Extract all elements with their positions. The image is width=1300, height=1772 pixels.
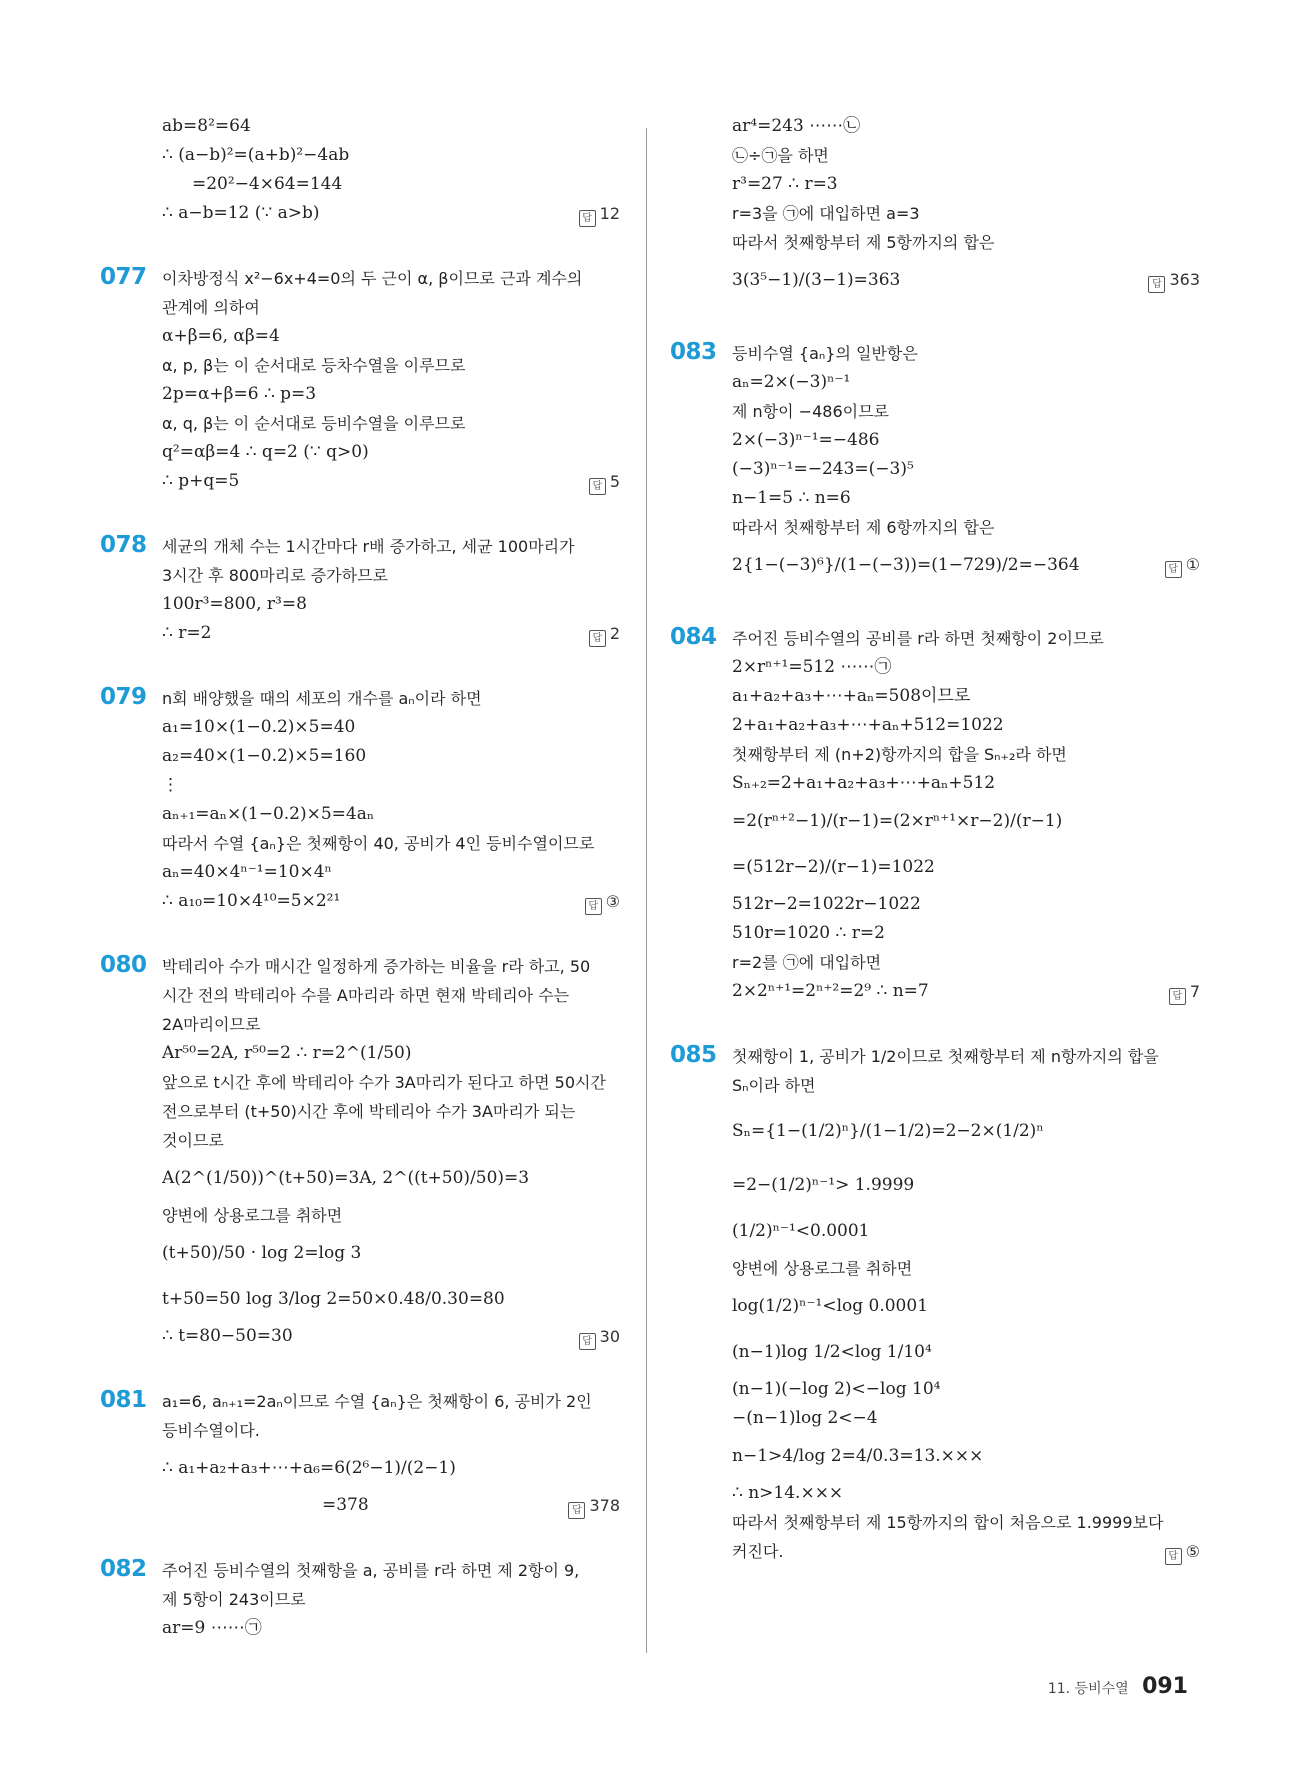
solution-line: ∴ n>14.××× bbox=[732, 1483, 844, 1503]
right-column bbox=[670, 112, 1200, 1566]
answer-value: ③ bbox=[605, 892, 620, 911]
solution-text: 2×2ⁿ⁺¹=2ⁿ⁺²=2⁹ ∴ n=7 bbox=[732, 981, 929, 1001]
solution-line: n−1>4/log 2=4/0.3=13.××× bbox=[732, 1446, 984, 1466]
solution-line: 100r³=800, r³=8 bbox=[162, 594, 307, 614]
solution-text: 3(3⁵−1)/(3−1)=363 bbox=[732, 270, 901, 290]
answer-value: ⑤ bbox=[1185, 1542, 1200, 1561]
solution-line: α, q, β는 이 순서대로 등비수열을 이루므로 bbox=[162, 414, 466, 433]
page-number: 091 bbox=[1142, 1674, 1188, 1699]
answer-mark bbox=[1165, 1537, 1200, 1566]
solution-line: Ar⁵⁰=2A, r⁵⁰=2 ∴ r=2^(1/50) bbox=[162, 1043, 412, 1063]
solution-line: (n−1)(−log 2)<−log 10⁴ bbox=[732, 1379, 941, 1399]
left-column bbox=[100, 112, 620, 1643]
solution-line: q²=αβ=4 ∴ q=2 (∵ q>0) bbox=[162, 442, 369, 462]
answer-mark bbox=[585, 887, 620, 916]
solution-line: 3시간 후 800마리로 증가하므로 bbox=[162, 566, 388, 585]
solution-line: ab=8²=64 bbox=[162, 116, 251, 136]
solution-line: 것이므로 bbox=[162, 1131, 224, 1150]
solution-line bbox=[162, 1491, 620, 1520]
solution-line: A(2^(1/50))^(t+50)=3A, 2^((t+50)/50)=3 bbox=[162, 1168, 530, 1188]
solution-line bbox=[162, 619, 620, 648]
solution-line bbox=[732, 1537, 1200, 1566]
solution-line: r³=27 ∴ r=3 bbox=[732, 174, 838, 194]
answer-icon: 답 bbox=[589, 478, 606, 495]
solution-line: 2+a₁+a₂+a₃+⋯+aₙ+512=1022 bbox=[732, 715, 1004, 735]
answer-value: 5 bbox=[609, 472, 620, 491]
problem-079 bbox=[100, 684, 620, 916]
solution-line bbox=[732, 542, 1200, 588]
solution-line: =2−(1/2)ⁿ⁻¹> 1.9999 bbox=[732, 1175, 915, 1195]
solution-line: ⋮ bbox=[162, 775, 179, 795]
solution-line: n−1=5 ∴ n=6 bbox=[732, 488, 851, 508]
answer-icon: 답 bbox=[589, 630, 606, 647]
answer-icon: 답 bbox=[1169, 988, 1186, 1005]
solution-line: 앞으로 t시간 후에 박테리아 수가 3A마리가 된다고 하면 50시간 bbox=[162, 1073, 606, 1092]
solution-line bbox=[162, 1322, 620, 1351]
problem-number: 078 bbox=[100, 532, 147, 558]
answer-value: 12 bbox=[599, 204, 620, 223]
solution-line: aₙ₊₁=aₙ×(1−0.2)×5=4aₙ bbox=[162, 804, 375, 824]
problem-078 bbox=[100, 532, 620, 648]
solution-line: ∴ a₁+a₂+a₃+⋯+a₆=6(2⁶−1)/(2−1) bbox=[162, 1458, 456, 1478]
solution-line: 제 5항이 243이므로 bbox=[162, 1590, 306, 1609]
solution-line: 512r−2=1022r−1022 bbox=[732, 894, 921, 914]
solution-line: a₁=10×(1−0.2)×5=40 bbox=[162, 717, 356, 737]
answer-value: 7 bbox=[1189, 982, 1200, 1001]
solution-line: 등비수열이다. bbox=[162, 1421, 260, 1440]
answer-mark bbox=[579, 199, 620, 228]
solution-line bbox=[732, 257, 1200, 303]
solution-line: 주어진 등비수열의 첫째항을 a, 공비를 r라 하면 제 2항이 9, bbox=[162, 1561, 580, 1580]
solution-line: 시간 전의 박테리아 수를 A마리라 하면 현재 박테리아 수는 bbox=[162, 986, 570, 1005]
solution-line: 첫째항이 1, 공비가 1/2이므로 첫째항부터 제 n항까지의 합을 bbox=[732, 1047, 1159, 1066]
solution-text: ∴ t=80−50=30 bbox=[162, 1326, 293, 1346]
solution-line: 등비수열 {aₙ}의 일반항은 bbox=[732, 344, 918, 363]
solution-line: 제 n항이 −486이므로 bbox=[732, 402, 889, 421]
solution-line: 관계에 의하여 bbox=[162, 298, 260, 317]
solution-line: 2×rⁿ⁺¹=512 ⋯⋯㉠ bbox=[732, 657, 892, 677]
solution-line: 양변에 상용로그를 취하면 bbox=[162, 1206, 343, 1225]
solution-line: (n−1)log 1/2<log 1/10⁴ bbox=[732, 1342, 932, 1362]
problem-number: 082 bbox=[100, 1556, 147, 1582]
solution-line: a₂=40×(1−0.2)×5=160 bbox=[162, 746, 367, 766]
solution-line: −(n−1)log 2<−4 bbox=[732, 1408, 878, 1428]
solution-line: (−3)ⁿ⁻¹=−243=(−3)⁵ bbox=[732, 459, 914, 479]
answer-mark bbox=[1165, 542, 1200, 588]
solution-text: 2{1−(−3)⁶}/(1−(−3))=(1−729)/2=−364 bbox=[732, 555, 1080, 575]
problem-085 bbox=[670, 1042, 1200, 1566]
problem-080 bbox=[100, 952, 620, 1351]
solution-line bbox=[162, 467, 620, 496]
answer-value: 30 bbox=[599, 1327, 620, 1346]
solution-line: 첫째항부터 제 (n+2)항까지의 합을 Sₙ₊₂라 하면 bbox=[732, 745, 1067, 764]
solution-line: Sₙ={1−(1/2)ⁿ}/(1−1/2)=2−2×(1/2)ⁿ bbox=[732, 1121, 1044, 1141]
solution-line: Sₙ이라 하면 bbox=[732, 1076, 816, 1095]
solution-line: 510r=1020 ∴ r=2 bbox=[732, 923, 885, 943]
answer-value: 378 bbox=[589, 1496, 620, 1515]
answer-icon: 답 bbox=[568, 1502, 585, 1519]
problem-number: 083 bbox=[670, 339, 717, 365]
solution-line: Sₙ₊₂=2+a₁+a₂+a₃+⋯+aₙ+512 bbox=[732, 773, 996, 793]
solution-line bbox=[732, 977, 1200, 1006]
answer-icon: 답 bbox=[1148, 276, 1165, 293]
solution-line: α+β=6, αβ=4 bbox=[162, 326, 280, 346]
problem-number: 081 bbox=[100, 1387, 147, 1413]
page-footer bbox=[1048, 1674, 1188, 1699]
problem-084 bbox=[670, 624, 1200, 1006]
answer-mark bbox=[1169, 977, 1200, 1006]
answer-icon: 답 bbox=[579, 210, 596, 227]
continued-solution bbox=[100, 112, 620, 228]
solution-text: ∴ a₁₀=10×4¹⁰=5×2²¹ bbox=[162, 891, 341, 911]
solution-line: r=2를 ㉠에 대입하면 bbox=[732, 953, 882, 972]
solution-line: 2A마리이므로 bbox=[162, 1015, 261, 1034]
answer-mark bbox=[579, 1322, 620, 1351]
answer-value: 363 bbox=[1169, 270, 1200, 289]
answer-mark bbox=[589, 619, 620, 648]
problem-082 bbox=[100, 1556, 620, 1643]
answer-icon: 답 bbox=[1165, 1548, 1182, 1565]
solution-line: r=3을 ㉠에 대입하면 a=3 bbox=[732, 204, 920, 223]
solution-line: 따라서 수열 {aₙ}은 첫째항이 40, 공비가 4인 등비수열이므로 bbox=[162, 834, 595, 853]
problem-number: 079 bbox=[100, 684, 147, 710]
solution-line: 주어진 등비수열의 공비를 r라 하면 첫째항이 2이므로 bbox=[732, 629, 1104, 648]
solution-line: 2×(−3)ⁿ⁻¹=−486 bbox=[732, 430, 880, 450]
solution-line: n회 배양했을 때의 세포의 개수를 aₙ이라 하면 bbox=[162, 689, 482, 708]
solution-line: =2(rⁿ⁺²−1)/(r−1)=(2×rⁿ⁺¹×r−2)/(r−1) bbox=[732, 811, 1063, 831]
solution-line bbox=[162, 199, 620, 228]
solution-text: ∴ a−b=12 (∵ a>b) bbox=[162, 203, 320, 223]
solution-line: 양변에 상용로그를 취하면 bbox=[732, 1259, 913, 1278]
chapter-title: 11. 등비수열 bbox=[1047, 1681, 1129, 1697]
solution-text: ∴ p+q=5 bbox=[162, 471, 240, 491]
solution-line: 박테리아 수가 매시간 일정하게 증가하는 비율을 r라 하고, 50 bbox=[162, 957, 591, 976]
problem-081 bbox=[100, 1387, 620, 1520]
solution-line: 따라서 첫째항부터 제 15항까지의 합이 처음으로 1.9999보다 bbox=[732, 1513, 1164, 1532]
solution-text: ∴ r=2 bbox=[162, 623, 212, 643]
answer-icon: 답 bbox=[579, 1333, 596, 1350]
solution-line: ar=9 ⋯⋯㉠ bbox=[162, 1618, 262, 1638]
solution-line: α, p, β는 이 순서대로 등차수열을 이루므로 bbox=[162, 356, 466, 375]
answer-icon: 답 bbox=[1165, 561, 1182, 578]
solution-text: 커진다. bbox=[732, 1542, 784, 1561]
problem-083 bbox=[670, 339, 1200, 588]
solution-line: 따라서 첫째항부터 제 5항까지의 합은 bbox=[732, 233, 995, 252]
solution-line: (t+50)/50 · log 2=log 3 bbox=[162, 1243, 362, 1263]
solution-line: 이차방정식 x²−6x+4=0의 두 근이 α, β이므로 근과 계수의 bbox=[162, 269, 583, 288]
answer-value: ① bbox=[1185, 555, 1200, 574]
continued-solution-082 bbox=[670, 112, 1200, 303]
answer-icon: 답 bbox=[585, 898, 602, 915]
answer-mark bbox=[568, 1491, 620, 1520]
solution-line: 따라서 첫째항부터 제 6항까지의 합은 bbox=[732, 518, 995, 537]
solution-text: =378 bbox=[322, 1495, 369, 1515]
solution-line: ∴ (a−b)²=(a+b)²−4ab bbox=[162, 145, 350, 165]
problem-number: 084 bbox=[670, 624, 717, 650]
solution-line: 세균의 개체 수는 1시간마다 r배 증가하고, 세균 100마리가 bbox=[162, 537, 575, 556]
solution-line: =20²−4×64=144 bbox=[192, 174, 343, 194]
solution-line: ㉡÷㉠을 하면 bbox=[732, 146, 829, 165]
solution-line: a₁+a₂+a₃+⋯+aₙ=508이므로 bbox=[732, 686, 971, 706]
solution-line: =(512r−2)/(r−1)=1022 bbox=[732, 857, 935, 877]
solution-line: a₁=6, aₙ₊₁=2aₙ이므로 수열 {aₙ}은 첫째항이 6, 공비가 2인 bbox=[162, 1392, 592, 1411]
solution-line bbox=[162, 887, 620, 916]
solution-line: aₙ=40×4ⁿ⁻¹=10×4ⁿ bbox=[162, 862, 332, 882]
answer-mark bbox=[1148, 257, 1200, 303]
solution-line: 2p=α+β=6 ∴ p=3 bbox=[162, 384, 317, 404]
solution-line: t+50=50 log 3/log 2=50×0.48/0.30=80 bbox=[162, 1289, 505, 1309]
column-divider bbox=[646, 128, 647, 1653]
answer-value: 2 bbox=[609, 624, 620, 643]
solution-line: 전으로부터 (t+50)시간 후에 박테리아 수가 3A마리가 되는 bbox=[162, 1102, 576, 1121]
problem-number: 085 bbox=[670, 1042, 717, 1068]
solution-line: aₙ=2×(−3)ⁿ⁻¹ bbox=[732, 372, 851, 392]
solution-line: (1/2)ⁿ⁻¹<0.0001 bbox=[732, 1221, 870, 1241]
problem-number: 080 bbox=[100, 952, 147, 978]
solution-line: ar⁴=243 ⋯⋯㉡ bbox=[732, 116, 861, 136]
answer-mark bbox=[589, 467, 620, 496]
problem-077 bbox=[100, 264, 620, 496]
problem-number: 077 bbox=[100, 264, 147, 290]
solution-line: log(1/2)ⁿ⁻¹<log 0.0001 bbox=[732, 1296, 929, 1316]
